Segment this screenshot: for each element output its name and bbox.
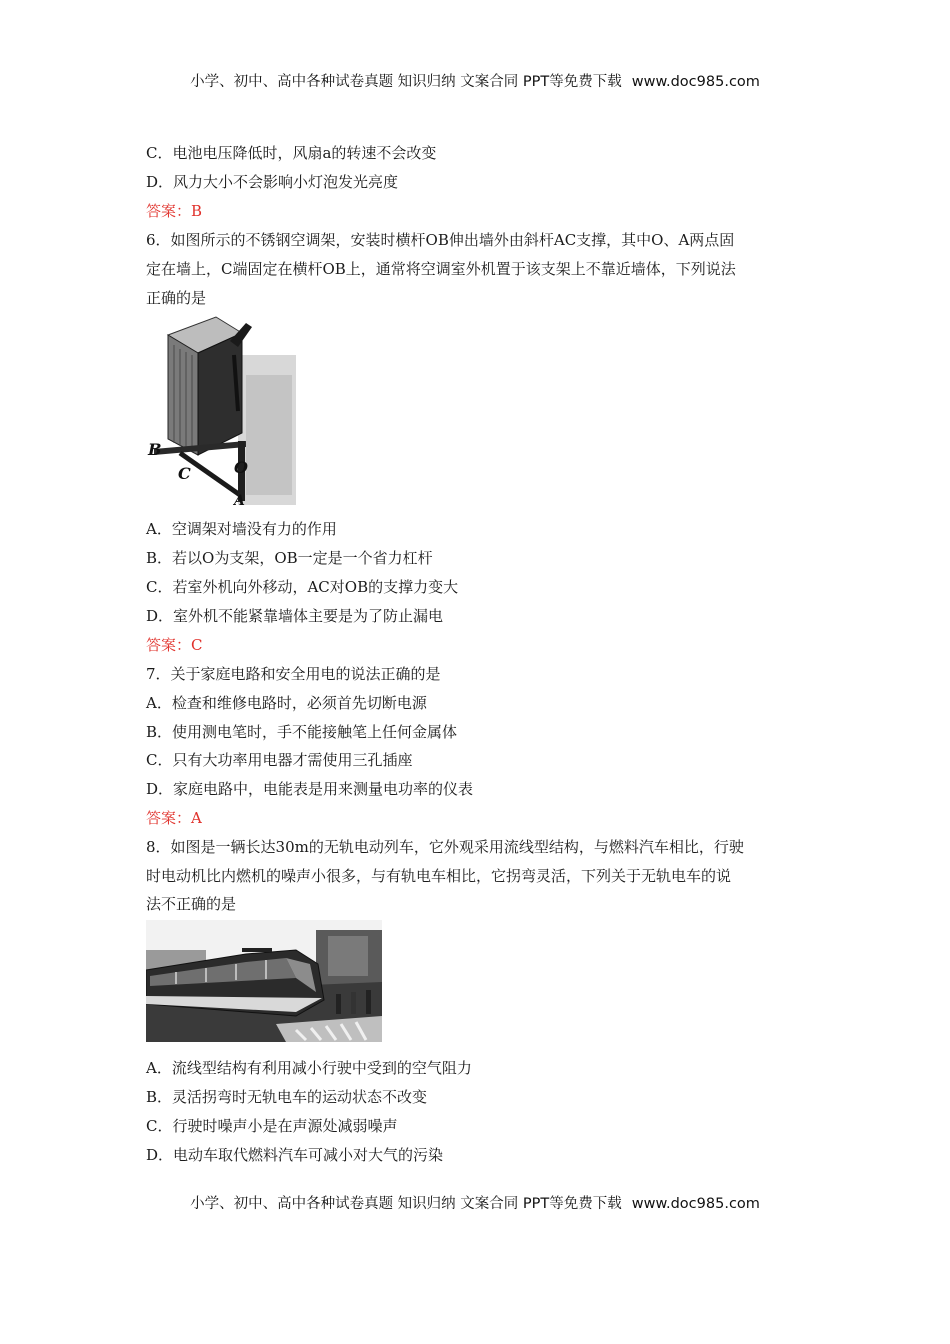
tram-photo [146,920,382,1042]
q6-stem-line-2: 定在墙上，C端固定在横杆OB上，通常将空调室外机置于该支架上不靠近墙体，下列说法 [146,260,736,278]
q5-option-d: D．风力大小不会影响小灯泡发光亮度 [146,173,399,191]
page-header [0,70,950,91]
q7-answer: 答案：A [146,809,202,827]
footer-site: www.doc985.com [631,1196,760,1212]
q7-option-d: D．家庭电路中，电能表是用来测量电功率的仪表 [146,780,474,798]
q7-option-c: C．只有大功率用电器才需使用三孔插座 [146,751,413,769]
q6-air-conditioner-bracket-figure [146,315,298,511]
q7-option-a: A．检查和维修电路时，必须首先切断电源 [146,694,427,712]
q8-option-b: B．灵活拐弯时无轨电车的运动状态不改变 [146,1088,428,1106]
header-site: www.doc985.com [631,74,760,90]
q8-option-a: A．流线型结构有利用减小行驶中受到的空气阻力 [146,1059,472,1077]
footer-text: 小学、初中、高中各种试卷真题 知识归纳 文案合同 PPT等免费下载 [190,1196,622,1212]
q7-stem: 7．关于家庭电路和安全用电的说法正确的是 [146,665,441,683]
q8-option-d: D．电动车取代燃料汽车可减小对大气的污染 [146,1146,444,1164]
label-o: O [234,458,248,477]
q8-stem-line-3: 法不正确的是 [146,895,237,913]
q6-option-c: C．若室外机向外移动，AC对OB的支撑力变大 [146,578,459,596]
q6-option-d: D．室外机不能紧靠墙体主要是为了防止漏电 [146,607,444,625]
q5-answer: 答案：B [146,202,203,220]
q6-option-b: B．若以O为支架，OB一定是一个省力杠杆 [146,549,433,567]
q6-stem-line-1: 6．如图所示的不锈钢空调架，安装时横杆OB伸出墙外由斜杆AC支撑，其中O、A两点固 [146,231,735,249]
q6-stem-line-3: 正确的是 [146,289,207,307]
q8-stem-line-2: 时电动机比内燃机的噪声小很多，与有轨电车相比，它拐弯灵活，下列关于无轨电车的说 [146,867,732,885]
q8-trackless-tram-figure [146,920,382,1046]
q6-option-a: A．空调架对墙没有力的作用 [146,520,337,538]
q8-stem-line-1: 8．如图是一辆长达30m的无轨电动列车，它外观采用流线型结构，与燃料汽车相比，行驶 [146,838,744,856]
label-a: A [234,493,245,507]
page-footer [0,1192,950,1213]
label-b: B [148,440,162,459]
header-text: 小学、初中、高中各种试卷真题 知识归纳 文案合同 PPT等免费下载 [190,74,622,90]
bracket-photo [146,315,298,507]
q6-answer: 答案：C [146,636,203,654]
q7-option-b: B．使用测电笔时，手不能接触笔上任何金属体 [146,723,458,741]
label-c: C [178,464,191,483]
q5-option-c: C．电池电压降低时，风扇a的转速不会改变 [146,144,437,162]
q8-option-c: C．行驶时噪声小是在声源处减弱噪声 [146,1117,398,1135]
